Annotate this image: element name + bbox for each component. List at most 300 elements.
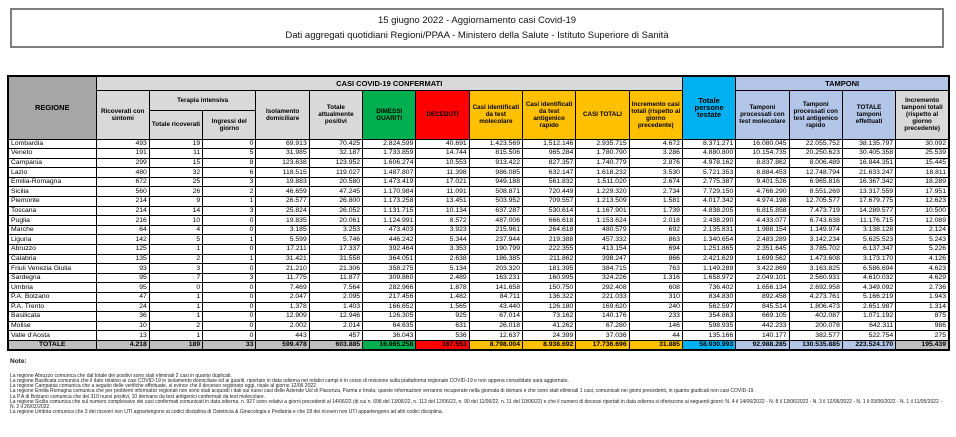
col-header-totale-attualmente-positivi: Totale attualmente positivi	[309, 90, 362, 139]
value-cell: 965.284	[523, 149, 576, 159]
value-cell: 473.403	[363, 225, 416, 235]
value-cell: 20.580	[309, 177, 362, 187]
value-cell: 189	[149, 340, 202, 350]
value-cell: 233	[629, 312, 682, 322]
table-row	[8, 321, 949, 331]
col-header-totale-ricoverati: Totale ricoverati	[149, 110, 202, 139]
value-cell: 1	[149, 245, 202, 255]
value-cell: 1.565	[416, 302, 469, 312]
value-cell: 1.806.473	[789, 302, 842, 312]
value-cell: 24.399	[523, 331, 576, 341]
value-cell: 1.740.779	[576, 158, 629, 168]
value-cell: 15.445	[896, 158, 949, 168]
value-cell: 4.433.077	[736, 216, 789, 226]
value-cell: 150.750	[523, 283, 576, 293]
document-header	[10, 8, 944, 48]
value-cell: 4.610.032	[842, 273, 895, 283]
value-cell: 1.213.509	[576, 197, 629, 207]
value-cell: 214	[96, 197, 149, 207]
value-cell: 2.775.387	[682, 177, 735, 187]
region-name-cell: Veneto	[8, 149, 96, 159]
value-cell: 46.659	[256, 187, 309, 197]
value-cell: 560	[96, 187, 149, 197]
value-cell: 1.658.972	[682, 273, 735, 283]
value-cell: 598.935	[682, 321, 735, 331]
region-name-cell: TOTALE	[8, 340, 96, 350]
band-tamponi: TAMPONI	[736, 76, 949, 90]
value-cell: 522.754	[842, 331, 895, 341]
value-cell: 1.473.608	[789, 254, 842, 264]
value-cell: 195.439	[896, 340, 949, 350]
value-cell: 70.425	[309, 139, 362, 149]
value-cell: 3.785.702	[789, 245, 842, 255]
value-cell: 2	[203, 187, 256, 197]
value-cell: 1.878	[416, 283, 469, 293]
value-cell: 1.167.901	[576, 206, 629, 216]
region-name-cell: Puglia	[8, 216, 96, 226]
value-cell: 17.337	[309, 245, 362, 255]
value-cell: 26.018	[469, 321, 522, 331]
value-cell: 4.978.162	[682, 158, 735, 168]
value-cell: 4.273.761	[789, 293, 842, 303]
value-cell: 5.625.523	[842, 235, 895, 245]
value-cell: 14	[149, 206, 202, 216]
value-cell: 637.287	[469, 206, 522, 216]
value-cell: 986.085	[469, 168, 522, 178]
value-cell: 4.623	[896, 264, 949, 274]
col-header-incremento-tamponi: Incremento tamponi totali (rispetto al giorno precedente)	[896, 90, 949, 139]
value-cell: 694	[629, 245, 682, 255]
value-cell: 2.651.987	[842, 302, 895, 312]
value-cell: 2.560.931	[789, 273, 842, 283]
value-cell: 324.226	[576, 273, 629, 283]
value-cell: 720.449	[523, 187, 576, 197]
value-cell: 0	[203, 283, 256, 293]
region-name-cell: Molise	[8, 321, 96, 331]
table-row	[8, 149, 949, 159]
value-cell: 223.524.170	[842, 340, 895, 350]
value-cell: 354.863	[682, 312, 735, 322]
value-cell: 1	[149, 312, 202, 322]
table-row	[8, 283, 949, 293]
region-name-cell: Sardegna	[8, 273, 96, 283]
value-cell: 84.711	[469, 293, 522, 303]
value-cell: 2.135.831	[682, 225, 735, 235]
value-cell: 5	[203, 149, 256, 159]
value-cell: 16.367.342	[842, 177, 895, 187]
value-cell: 2.351.645	[736, 245, 789, 255]
value-cell: 11.091	[416, 187, 469, 197]
value-cell: 5.243	[896, 235, 949, 245]
value-cell: 382.577	[789, 331, 842, 341]
value-cell: 41.262	[523, 321, 576, 331]
value-cell: 10.134	[416, 206, 469, 216]
value-cell: 1.482	[416, 293, 469, 303]
value-cell: 8	[203, 158, 256, 168]
value-cell: 12.909	[256, 312, 309, 322]
value-cell: 237.944	[469, 235, 522, 245]
value-cell: 4.218	[96, 340, 149, 350]
region-name-cell: Abruzzo	[8, 245, 96, 255]
value-cell: 536	[416, 331, 469, 341]
value-cell: 5	[149, 235, 202, 245]
value-cell: 5.166.219	[842, 293, 895, 303]
value-cell: 892.458	[736, 293, 789, 303]
value-cell: 275	[896, 331, 949, 341]
value-cell: 5.134	[416, 264, 469, 274]
value-cell: 22.055.752	[789, 139, 842, 149]
value-cell: 135	[96, 254, 149, 264]
value-cell: 32	[149, 168, 202, 178]
value-cell: 480	[96, 168, 149, 178]
value-cell: 457	[309, 331, 362, 341]
table-row	[8, 331, 949, 341]
value-cell: 309.860	[363, 273, 416, 283]
value-cell: 530.614	[523, 206, 576, 216]
value-cell: 845.514	[736, 302, 789, 312]
value-cell: 126.180	[523, 302, 576, 312]
table-body	[8, 139, 949, 350]
value-cell: 31.421	[256, 254, 309, 264]
header-date-line: 15 giugno 2022 - Aggiornamento casi Covid-19	[377, 14, 577, 26]
value-cell: 13	[96, 331, 149, 341]
header-source-line: Dati aggregati quotidiani Regioni/PPAA - Ministero della Salute - Istituto Superiore di Sanità	[285, 30, 669, 42]
note-line-bolzano: La P.A di Bolzano comunica che dei 310 nuovi positivi, 10 derivano da test antigenici confermati da test molecolare.	[10, 393, 266, 400]
value-cell: 866	[629, 254, 682, 264]
value-cell: 1.473.419	[363, 177, 416, 187]
value-cell: 73.162	[523, 312, 576, 322]
value-cell: 67.014	[469, 312, 522, 322]
value-cell: 672	[96, 177, 149, 187]
note-line-sicilia: La regione Sicilia comunica che sul numero complessivo dei casi confermati comunicati in data odierna, n. 927 sono relativi a giorni precedenti al 14/06/22 (di cui n. 698 del 13/06/22, n. 113 del 12/06/22, n. 90 del 11/06/22, n. 11 del 10/06/22) e che il numero di decessi riportati in data odierna si riferiscono ai seguenti giorni: N. 4 il 14/06/2022 - N. 8 il 13/06/2022 - N. 3 il 12/06/2022 - N. 1 il 03/06/2022 - N. 1 il 11/05/2022 - N. 2 il 26/02/2022.	[10, 398, 942, 410]
value-cell: 1.403	[309, 302, 362, 312]
value-cell: 1.487.807	[363, 168, 416, 178]
value-cell: 1.316	[629, 273, 682, 283]
value-cell: 11.176.715	[842, 216, 895, 226]
value-cell: 3.142.234	[789, 235, 842, 245]
value-cell: 33	[203, 340, 256, 350]
table-row	[8, 312, 949, 322]
value-cell: 2.438.290	[682, 216, 735, 226]
col-header-ingressi-del-giorno: Ingressi del giorno	[203, 110, 256, 139]
value-cell: 264.618	[523, 225, 576, 235]
value-cell: 118.515	[256, 168, 309, 178]
value-cell: 20.061	[309, 216, 362, 226]
value-cell: 4.126	[896, 254, 949, 264]
value-cell: 58.930.993	[682, 340, 735, 350]
value-cell: 31.885	[629, 340, 682, 350]
region-name-cell: Valle d'Aosta	[8, 331, 96, 341]
value-cell: 12.637	[469, 331, 522, 341]
col-header-dimessi-guariti: DIMESSI GUARITI	[363, 90, 416, 139]
header-sub-row	[8, 90, 949, 110]
value-cell: 95	[96, 283, 149, 293]
table-row	[8, 254, 949, 264]
value-cell: 632.147	[523, 168, 576, 178]
region-name-cell: Marche	[8, 225, 96, 235]
col-header-casi-totali: CASI TOTALI	[576, 90, 629, 139]
region-name-cell: Friuli Venezia Giulia	[8, 264, 96, 274]
value-cell: 3	[203, 273, 256, 283]
value-cell: 47	[96, 293, 149, 303]
value-cell: 140.176	[576, 312, 629, 322]
value-cell: 1	[149, 331, 202, 341]
region-name-cell: Lombardia	[8, 139, 96, 149]
value-cell: 3.138.128	[842, 225, 895, 235]
value-cell: 7.473.719	[789, 206, 842, 216]
value-cell: 31.985	[256, 149, 309, 159]
value-cell: 709.557	[523, 197, 576, 207]
value-cell: 0	[203, 293, 256, 303]
value-cell: 2.483.289	[736, 235, 789, 245]
value-cell: 123.638	[256, 158, 309, 168]
value-cell: 25.824	[256, 206, 309, 216]
value-cell: 6	[203, 168, 256, 178]
note-line-emilia-romagna: La regione Emilia Romagna comunica che per problemi informatici regionali non sono stati acquisiti i dati sui nuovi casi delle Aziende Usl di Piacenza, Parma e Imola; queste informazioni verranno recuperate nella giornata di domani e che sono stati eliminati 1 casi, comunicati nei giorni precedenti, in quanto giudicati non casi COVID-19.	[10, 388, 755, 395]
value-cell: 26	[149, 187, 202, 197]
value-cell: 47.245	[309, 187, 362, 197]
value-cell: 3	[203, 206, 256, 216]
value-cell: 875	[896, 312, 949, 322]
value-cell: 364.051	[363, 254, 416, 264]
table-row	[8, 206, 949, 216]
value-cell: 44	[629, 331, 682, 341]
value-cell: 2.049.101	[736, 273, 789, 283]
value-cell: 1.606.274	[363, 158, 416, 168]
region-name-cell: Lazio	[8, 168, 96, 178]
value-cell: 25.539	[896, 149, 949, 159]
value-cell: 30.092	[896, 139, 949, 149]
value-cell: 222.355	[523, 245, 576, 255]
value-cell: 834.830	[682, 293, 735, 303]
table-row	[8, 187, 949, 197]
value-cell: 1.780.790	[576, 149, 629, 159]
region-name-cell: Emilia-Romagna	[8, 177, 96, 187]
value-cell: 21.210	[256, 264, 309, 274]
value-cell: 200.078	[789, 321, 842, 331]
value-cell: 160.995	[523, 273, 576, 283]
value-cell: 3.253	[309, 225, 362, 235]
value-cell: 1.071.192	[842, 312, 895, 322]
table-row	[8, 168, 949, 178]
value-cell: 26.052	[309, 206, 362, 216]
value-cell: 166.652	[363, 302, 416, 312]
value-cell: 13.317.559	[842, 187, 895, 197]
value-cell: 130.535.885	[789, 340, 842, 350]
value-cell: 2	[149, 254, 202, 264]
value-cell: 11.877	[309, 273, 362, 283]
table-row	[8, 273, 949, 283]
value-cell: 603.885	[309, 340, 362, 350]
value-cell: 17.211	[256, 245, 309, 255]
value-cell: 36.043	[363, 331, 416, 341]
value-cell: 19	[149, 139, 202, 149]
region-name-cell: Sicilia	[8, 187, 96, 197]
notes-section	[10, 358, 948, 415]
value-cell: 3.353	[416, 245, 469, 255]
value-cell: 215.961	[469, 225, 522, 235]
value-cell: 4.838.205	[682, 206, 735, 216]
value-cell: 480.579	[576, 225, 629, 235]
value-cell: 503.952	[469, 197, 522, 207]
table-row	[8, 216, 949, 226]
value-cell: 36	[96, 312, 149, 322]
value-cell: 562.597	[682, 302, 735, 312]
value-cell: 19.883	[256, 177, 309, 187]
value-cell: 12.946	[309, 312, 362, 322]
value-cell: 26.800	[309, 197, 362, 207]
region-name-cell: Calabria	[8, 254, 96, 264]
value-cell: 92.988.285	[736, 340, 789, 350]
region-name-cell: Piemonte	[8, 197, 96, 207]
value-cell: 6.743.638	[789, 216, 842, 226]
value-cell: 692	[629, 225, 682, 235]
value-cell: 2.638	[416, 254, 469, 264]
value-cell: 666.618	[523, 216, 576, 226]
value-cell: 6.137.347	[842, 245, 895, 255]
value-cell: 402.087	[789, 312, 842, 322]
value-cell: 0	[203, 264, 256, 274]
value-cell: 508.871	[469, 187, 522, 197]
value-cell: 599.478	[256, 340, 309, 350]
value-cell: 163.231	[469, 273, 522, 283]
value-cell: 67.280	[576, 321, 629, 331]
value-cell: 4.017.342	[682, 197, 735, 207]
value-cell: 11.775	[256, 273, 309, 283]
region-name-cell: P.A. Trento	[8, 302, 96, 312]
value-cell: 64.635	[363, 321, 416, 331]
value-cell: 1.656.134	[736, 283, 789, 293]
value-cell: 925	[416, 312, 469, 322]
value-cell: 126.305	[363, 312, 416, 322]
value-cell: 443	[256, 331, 309, 341]
value-cell: 30.405.358	[842, 149, 895, 159]
region-name-cell: Basilicata	[8, 312, 96, 322]
value-cell: 93	[96, 264, 149, 274]
total-row	[8, 340, 949, 350]
value-cell: 913.422	[469, 158, 522, 168]
value-cell: 18.811	[896, 168, 949, 178]
value-cell: 1.378	[256, 302, 309, 312]
value-cell: 17.736.696	[576, 340, 629, 350]
value-cell: 9.401.526	[736, 177, 789, 187]
value-cell: 140.177	[736, 331, 789, 341]
value-cell: 1.131.715	[363, 206, 416, 216]
value-cell: 384.715	[576, 264, 629, 274]
col-header-tamponi-antigenico: Tamponi processati con test antigenico rapido	[789, 90, 842, 139]
table-row	[8, 225, 949, 235]
value-cell: 21.633.247	[842, 168, 895, 178]
col-header-totale-persone-testate: Totale persone testate	[682, 76, 735, 139]
value-cell: 1.251.865	[682, 245, 735, 255]
covid-data-table	[7, 75, 950, 351]
value-cell: 11	[149, 149, 202, 159]
value-cell: 181.395	[523, 264, 576, 274]
table-row	[8, 197, 949, 207]
col-header-casi-test-molecolare: Casi identificati da test molecolare	[469, 90, 522, 139]
value-cell: 2.421.629	[682, 254, 735, 264]
value-cell: 398.247	[576, 254, 629, 264]
value-cell: 2.692.958	[789, 283, 842, 293]
value-cell: 190.799	[469, 245, 522, 255]
value-cell: 358.275	[363, 264, 416, 274]
col-header-regione: REGIONE	[8, 76, 96, 139]
region-name-cell: Toscana	[8, 206, 96, 216]
value-cell: 136.322	[523, 293, 576, 303]
value-cell: 38.135.797	[842, 139, 895, 149]
value-cell: 12.623	[896, 197, 949, 207]
value-cell: 7	[149, 273, 202, 283]
value-cell: 19.835	[256, 216, 309, 226]
value-cell: 0	[203, 312, 256, 322]
table-row	[8, 293, 949, 303]
value-cell: 669.105	[736, 312, 789, 322]
value-cell: 3	[149, 264, 202, 274]
region-name-cell: Campania	[8, 158, 96, 168]
value-cell: 815.506	[469, 149, 522, 159]
value-cell: 1.153.624	[576, 216, 629, 226]
value-cell: 1.170.984	[363, 187, 416, 197]
value-cell: 4	[149, 225, 202, 235]
value-cell: 217.456	[363, 293, 416, 303]
col-header-incremento-casi: Incremento casi totali (rispetto al giorno precedente)	[629, 90, 682, 139]
col-header-isolamento-domiciliare: Isolamento domiciliare	[256, 90, 309, 139]
value-cell: 1.314	[896, 302, 949, 312]
value-cell: 12.089	[896, 216, 949, 226]
value-cell: 10	[96, 321, 149, 331]
value-cell: 146	[629, 321, 682, 331]
value-cell: 7.564	[309, 283, 362, 293]
value-cell: 1.733.859	[363, 149, 416, 159]
value-cell: 8.006.489	[789, 158, 842, 168]
value-cell: 3.163.825	[789, 264, 842, 274]
value-cell: 2.095	[309, 293, 362, 303]
value-cell: 0	[203, 225, 256, 235]
value-cell: 11.398	[416, 168, 469, 178]
value-cell: 1.739	[629, 206, 682, 216]
value-cell: 442.233	[736, 321, 789, 331]
value-cell: 142	[96, 235, 149, 245]
table-row	[8, 264, 949, 274]
value-cell: 10.154.735	[736, 149, 789, 159]
value-cell: 1.173.258	[363, 197, 416, 207]
value-cell: 1.229.320	[576, 187, 629, 197]
value-cell: 827.357	[523, 158, 576, 168]
value-cell: 631	[416, 321, 469, 331]
value-cell: 125	[96, 245, 149, 255]
value-cell: 8.551.269	[789, 187, 842, 197]
value-cell: 1.618.232	[576, 168, 629, 178]
value-cell: 31.558	[309, 254, 362, 264]
value-cell: 9	[149, 197, 202, 207]
value-cell: 2.674	[629, 177, 682, 187]
value-cell: 240	[629, 302, 682, 312]
value-cell: 986	[896, 321, 949, 331]
value-cell: 95	[96, 273, 149, 283]
value-cell: 2	[149, 321, 202, 331]
value-cell: 169.620	[576, 302, 629, 312]
value-cell: 2.014	[309, 321, 362, 331]
value-cell: 1.943	[896, 293, 949, 303]
value-cell: 8.798.004	[469, 340, 522, 350]
value-cell: 1	[149, 302, 202, 312]
value-cell: 12.705.577	[789, 197, 842, 207]
value-cell: 32.187	[309, 149, 362, 159]
value-cell: 2.736	[896, 283, 949, 293]
value-cell: 949.188	[469, 177, 522, 187]
value-cell: 6.815.858	[736, 206, 789, 216]
note-line-campania: La regione Campania comunica che a seguito delle verifiche effettuate, si evince che il decesso registrato oggi, risale al giorno 12/06 2022.	[10, 383, 318, 390]
